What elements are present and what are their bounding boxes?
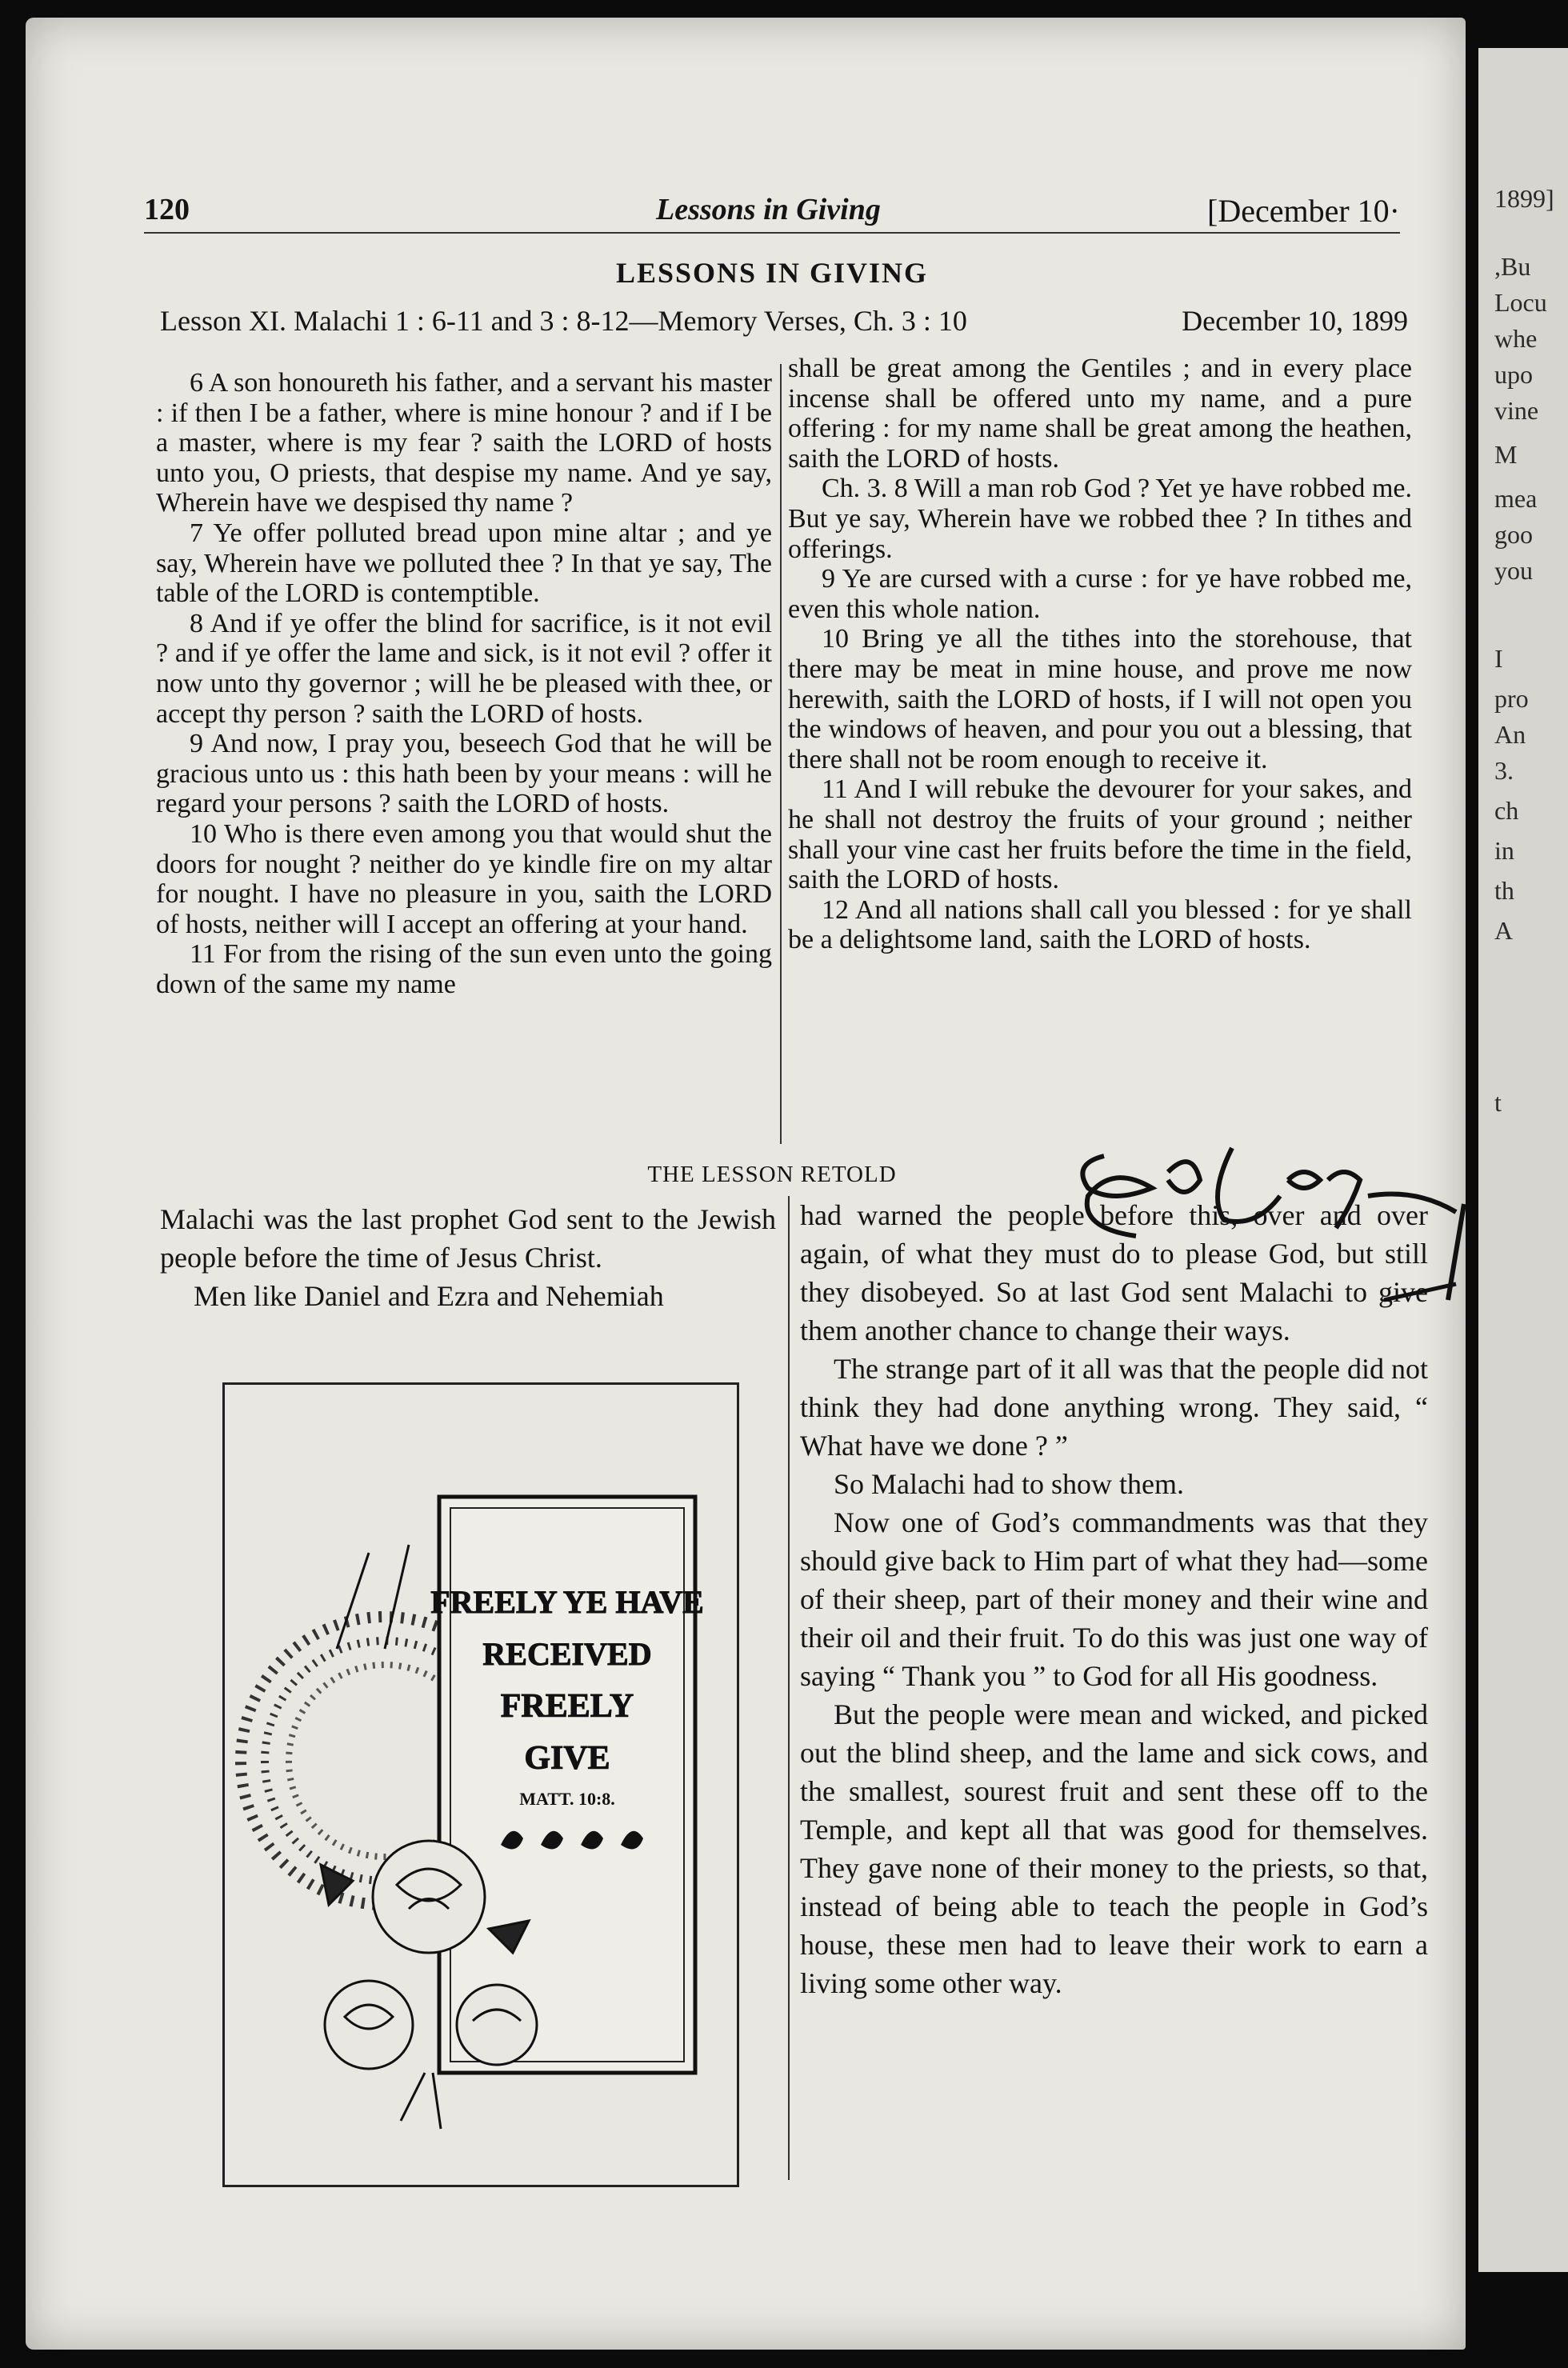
- retold-left-column: [160, 1200, 776, 1315]
- page-number: 120: [144, 193, 190, 226]
- retold-paragraph: Now one of God’s commandments was that they should give back to Him part of what they had—some of their sheep, part of their money and their wine and their oil and their fruit. To do this was just one way of saying “ Thank you ” to God for all His goodness.: [800, 1506, 1428, 1692]
- facing-fragment: I: [1494, 644, 1503, 673]
- running-header: [144, 192, 1400, 230]
- retold-paragraph: But the people were mean and wicked, and picked out the blind sheep, and the lame and sick cows, and the smallest, sourest fruit and sent these off to the Temple, and kept all that was good for themselves. They gave none of their money to the priests, so that, instead of being able to teach the people in God’s house, these men had to leave their work to earn a living some other way.: [800, 1698, 1428, 1999]
- handwritten-annotation: [1048, 1124, 1480, 1316]
- scripture-left-column: [156, 368, 772, 999]
- facing-fragment: Locu: [1494, 288, 1547, 317]
- scripture-verse: 9 Ye are cursed with a curse : for ye have robbed me, even this whole nation.: [788, 564, 1412, 624]
- motto-card: [439, 1497, 695, 2073]
- retold-paragraph: Men like Daniel and Ezra and Nehemiah: [194, 1280, 664, 1312]
- motto-illustration: [222, 1382, 739, 2187]
- facing-fragment: vine: [1494, 396, 1539, 425]
- motto-line: FREELY YE HAVE: [430, 1584, 704, 1620]
- scripture-verse: 11 And I will rebuke the devourer for your sakes, and he shall not destroy the fruits of your ground ; neither shall your vine cast her fruits before the time in the field, saith the LORD of hosts.: [788, 774, 1412, 895]
- running-title: Lessons in Giving: [656, 193, 881, 226]
- scripture-verse: 12 And all nations shall call you blessed : for ye shall be a delightsome land, saith the LORD of hosts.: [788, 894, 1412, 955]
- scripture-verse: 8 And if ye offer the blind for sacrifice, is it not evil ? and if ye offer the lame and sick, is it not evil ? offer it now unto thy governor ; will he be pleased with thee, or accept thy person ? saith the LORD of hosts.: [156, 608, 772, 729]
- facing-fragment: A: [1494, 916, 1514, 945]
- lesson-date: December 10, 1899: [1182, 305, 1408, 337]
- scripture-verse: 7 Ye offer polluted bread upon mine altar ; and ye say, Wherein have we polluted thee ? In that ye say, The table of the LORD is contemptible.: [156, 518, 772, 609]
- scripture-verse: 10 Bring ye all the tithes into the storehouse, that there may be meat in mine house, and prove me now herewith, saith the LORD of hosts, if I will not open you the windows of heaven, and pour you out a blessing, that there shall not be room enough to receive it.: [788, 624, 1412, 774]
- retold-paragraph: Malachi was the last prophet God sent to the Jewish people before the time of Jesus Christ.: [160, 1203, 776, 1274]
- motto-line: RECEIVED: [482, 1636, 652, 1672]
- facing-fragment: upo: [1494, 360, 1533, 389]
- retold-paragraph: So Malachi had to show them.: [834, 1468, 1184, 1500]
- motto-line: GIVE: [524, 1740, 610, 1777]
- facing-fragment: 1899]: [1494, 184, 1554, 213]
- motto-card-drawing: [225, 1385, 737, 2185]
- column-divider: [780, 364, 782, 1144]
- column-divider: [788, 1196, 790, 2180]
- facing-fragment: whe: [1494, 324, 1538, 353]
- retold-heading: THE LESSON RETOLD: [647, 1162, 897, 1187]
- lesson-reference-line: [160, 304, 1408, 342]
- facing-fragment: th: [1494, 876, 1514, 905]
- facing-fragment: t: [1494, 1088, 1502, 1117]
- facing-fragment: pro: [1494, 684, 1529, 713]
- facing-page-strip: [1478, 48, 1568, 2272]
- header-rule: [144, 232, 1400, 234]
- motto-line: FREELY: [500, 1688, 634, 1725]
- facing-fragment: An: [1494, 720, 1526, 749]
- facing-fragment: goo: [1494, 520, 1533, 549]
- scripture-verse: 10 Who is there even among you that would shut the doors for nought ? neither do ye kindle fire on my altar for nought. I have no pleasure in you, saith the LORD of hosts, neither will I accept an offering at your hand.: [156, 818, 772, 939]
- facing-fragment: you: [1494, 556, 1533, 585]
- retold-right-column: [800, 1196, 1428, 2002]
- scripture-verse: 6 A son honoureth his father, and a servant his master : if then I be a father, where is mine honour ? and if I be a master, where is my fear ? saith the LORD of hosts unto you, O priests, that despise my name. And ye say, Wherein have we despised thy name ?: [156, 368, 772, 518]
- motto-citation: MATT. 10:8.: [519, 1789, 615, 1809]
- scripture-verse: Ch. 3. 8 Will a man rob God ? Yet ye have robbed me. But ye say, Wherein have we robbed thee ? In tithes and offerings.: [788, 474, 1412, 564]
- retold-paragraph: The strange part of it all was that the people did not think they had done anything wrong. They said, “ What have we done ? ”: [800, 1353, 1428, 1462]
- facing-fragment: 3.: [1494, 756, 1514, 785]
- article-title: LESSONS IN GIVING: [615, 257, 929, 289]
- scripture-right-column: [788, 354, 1412, 955]
- facing-fragment: mea: [1494, 484, 1538, 513]
- scripture-verse: shall be great among the Gentiles ; and in every place incense shall be offered unto my name, and a pure offering : for my name shall be great among the heathen, saith the LORD of hosts.: [788, 354, 1412, 474]
- retold-paragraph: had warned the people before this, over and over again, of what they must do to please God, but still they disobeyed. So at last God sent Malachi to give them another chance to change their ways.: [800, 1199, 1428, 1346]
- facing-fragment: ch: [1494, 796, 1519, 825]
- scripture-verse: 9 And now, I pray you, beseech God that he will be gracious unto us : this hath been by your means : will he regard your persons ? saith the LORD of hosts.: [156, 729, 772, 819]
- facing-fragment: in: [1494, 836, 1514, 865]
- running-date: [December 10·: [1207, 193, 1400, 229]
- scripture-verse: 11 For from the rising of the sun even unto the going down of the same my name: [156, 939, 772, 999]
- lesson-reference: Lesson XI. Malachi 1 : 6-11 and 3 : 8-12—Memory Verses, Ch. 3 : 10: [160, 305, 967, 337]
- facing-fragment: M: [1494, 440, 1518, 469]
- facing-fragment: ,Bu: [1494, 252, 1531, 281]
- arrow-ornaments: [337, 1545, 409, 1649]
